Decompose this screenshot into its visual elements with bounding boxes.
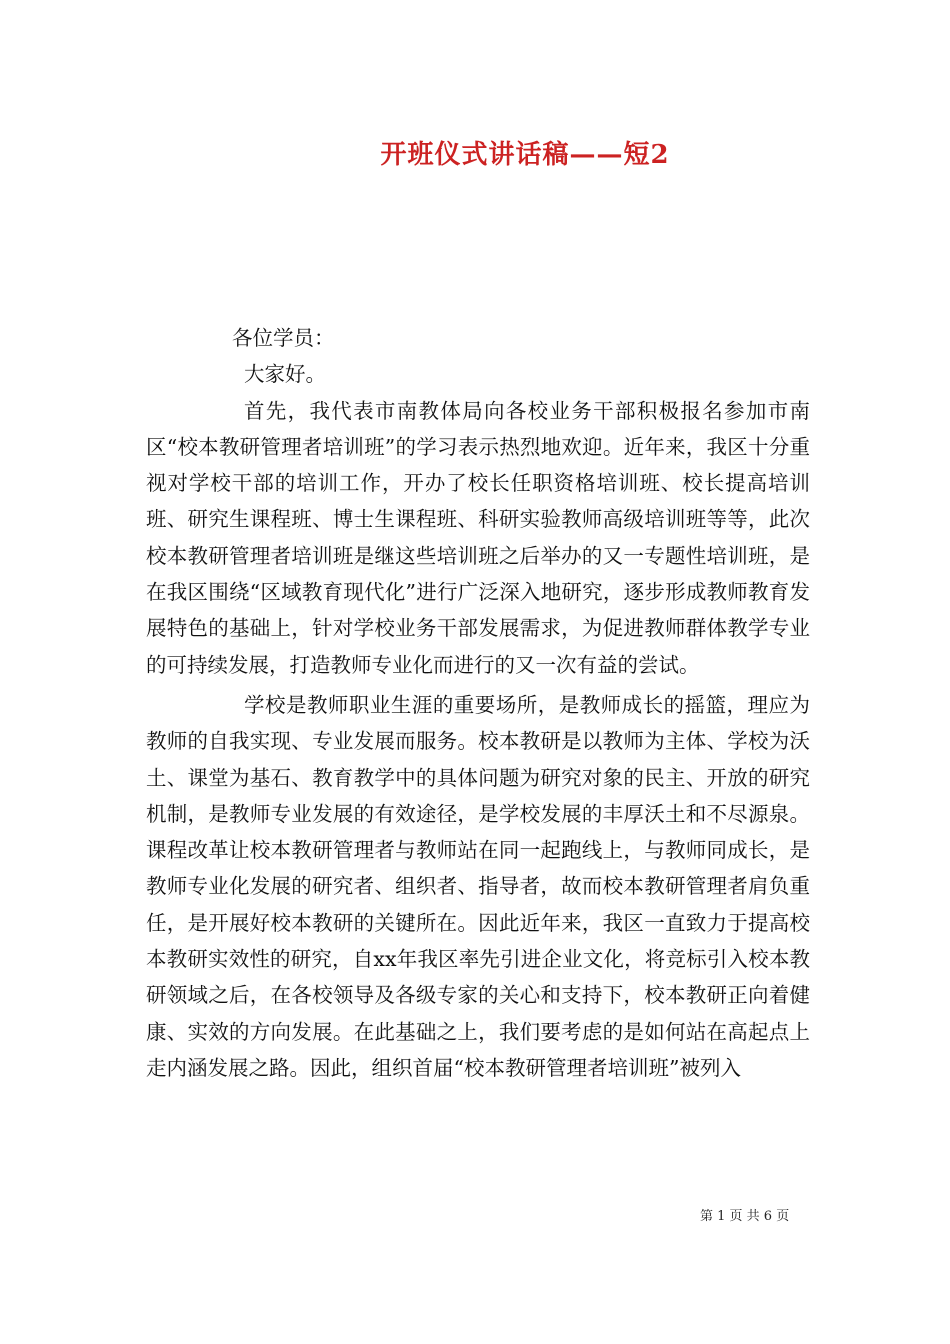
page-number: 第 1 页 共 6 页: [700, 1209, 790, 1224]
greeting: 大家好。: [244, 362, 326, 387]
paragraph-2: 学校是教师职业生涯的重要场所，是教师成长的摇篮，理应为教师的自我实现、专业发展而服务。校本教研是以教师为主体、学校为沃土、课堂为基石、教育教学中的具体问题为研究对象的民主、开放的研究机制，是教师专业发展的有效途径，是学校发展的丰厚沃土和不尽源泉。课程改革让校本教研管理者与教师站在同一起跑线上，与教师同成长，是教师专业化发展的研究者、组织者、指导者，故而校本教研管理者肩负重任，是开展好校本教研的关键所在。因此近年来，我区一直致力于提高校本教研实效性的研究，自xx年我区率先引进企业文化，将竞标引入校本教研领域之后，在各校领导及各级专家的关心和支持下，校本教研正向着健康、实效的方向发展。在此基础之上，我们要考虑的是如何站在高起点上走内涵发展之路。因此，组织首届“校本教研管理者培训班”被列入: [146, 692, 810, 1080]
paragraph-1: 首先，我代表市南教体局向各校业务干部积极报名参加市南区“校本教研管理者培训班”的学习表示热烈地欢迎。近年来，我区十分重视对学校干部的培训工作，开办了校长任职资格培训班、校长提高培训班、研究生课程班、博士生课程班、科研实验教师高级培训班等等，此次校本教研管理者培训班是继这些培训班之后举办的又一专题性培训班，是在我区围绕“区域教育现代化”进行广泛深入地研究，逐步形成教师教育发展特色的基础上，针对学校业务干部发展需求，为促进教师群体教学专业的可持续发展，打造教师专业化而进行的又一次有益的尝试。: [146, 398, 810, 677]
document-body: [146, 320, 810, 1086]
salutation: 各位学员：: [232, 326, 335, 350]
document-title: 开班仪式讲话稿——短2: [380, 140, 670, 170]
